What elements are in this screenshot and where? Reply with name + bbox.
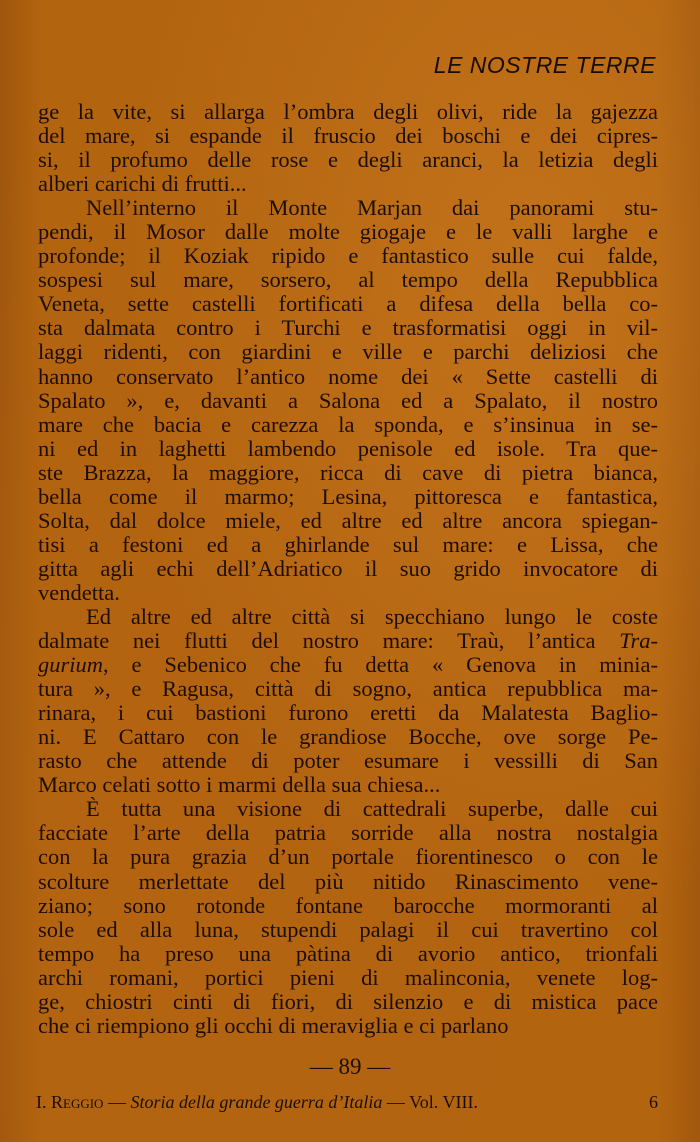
text-line: gurium, e Sebenico che fu detta « Genova in minia- — [38, 653, 658, 678]
text-line: tempo ha preso una pàtina di avorio antico, trionfali — [38, 941, 658, 966]
text-line: Ed altre ed altre città si specchiano lungo le coste — [86, 604, 658, 629]
text-line: si, il profumo delle rose e degli aranci, la letizia degli — [38, 148, 658, 173]
text-line: Solta, dal dolce miele, ed altre ed altre ancora spiegan- — [38, 508, 658, 533]
text-line: tisi a festoni ed a ghirlande sul mare: e Lissa, che — [38, 532, 658, 557]
text-line: ni. E Cattaro con le grandiose Bocche, ove sorge Pe- — [38, 725, 658, 750]
text-line: Marco celati sotto i marmi della sua chiesa... — [38, 773, 441, 798]
text-line: Veneta, sette castelli fortificati a difesa della bella co- — [38, 292, 658, 317]
page-number: — 89 — — [309, 1054, 391, 1079]
text-line: facciate l’arte della patria sorride alla nostra nostalgia — [38, 821, 658, 846]
text-line: del mare, si espande il fruscio dei boschi e dei cipres- — [38, 124, 658, 149]
text-line: rinara, i cui bastioni furono eretti da Malatesta Baglio- — [38, 701, 658, 726]
text-line: tura », e Ragusa, città di sogno, antica repubblica ma- — [38, 677, 658, 702]
footer-volume: Vol. VIII. — [409, 1092, 478, 1112]
running-header: LE NOSTRE TERRE — [433, 52, 656, 78]
footer-book-title: Storia della grande guerra d’Italia — [130, 1092, 383, 1112]
text-line: archi romani, portici pieni di malinconia, venete log- — [38, 965, 658, 990]
text-line: ge la vite, si allarga l’ombra degli olivi, ride la gajezza — [38, 100, 658, 124]
footer-author: I. Reggio — [36, 1092, 104, 1112]
text-line: È tutta una visione di cattedrali superbe, dalle cui — [86, 797, 658, 822]
footer-dash: — — [386, 1092, 405, 1112]
text-line: bella come il marmo; Lesina, pittoresca e fantastica, — [38, 484, 658, 509]
footer-signature: 6 — [649, 1092, 658, 1112]
text-line: mare che bacia e carezza la sponda, e s’insinua in se- — [38, 412, 658, 437]
text-line: hanno conservato l’antico nome dei « Sette castelli di — [38, 364, 658, 389]
text-line: laggi ridenti, con giardini e ville e parchi deliziosi che — [38, 340, 658, 365]
text-line: dalmate nei flutti del nostro mare: Traù, l’antica Tra- — [38, 629, 658, 654]
text-line: ni ed in laghetti lambendo penisole ed isole. Tra que- — [38, 436, 658, 461]
text-line: ge, chiostri cinti di fiori, di silenzio e di mistica pace — [38, 989, 658, 1014]
text-line: con la pura grazia d’un portale fiorentinesco o con le — [38, 845, 658, 870]
text-line: ste Brazza, la maggiore, ricca di cave di pietra bianca, — [38, 460, 658, 485]
text-line: Nell’interno il Monte Marjan dai panorami stu- — [86, 196, 658, 221]
text-line: sta dalmata contro i Turchi e trasformatisi oggi in vil- — [38, 316, 658, 341]
text-line: sole ed alla luna, stupendi palagi il cui travertino col — [38, 917, 658, 942]
text-line: pendi, il Mosor dalle molte giogaje e le valli larghe e — [38, 220, 658, 245]
text-line: alberi carichi di frutti... — [38, 172, 247, 197]
text-line: rasto che attende di poter esumare i vessilli di San — [38, 749, 658, 774]
footer-line — [36, 1092, 658, 1113]
text-line: gitta agli echi dell’Adriatico il suo grido invocatore di — [38, 556, 658, 581]
text-line: ziano; sono rotonde fontane barocche mormoranti al — [38, 893, 658, 918]
text-line: che ci riempiono gli occhi di meraviglia e ci parlano — [38, 1013, 509, 1038]
text-line: vendetta. — [38, 580, 120, 605]
text-line: Spalato », e, davanti a Salona ed a Spalato, il nostro — [38, 388, 658, 413]
text-line: scolture merlettate del più nitido Rinascimento vene- — [38, 869, 658, 894]
text-line: profonde; il Koziak ripido e fantastico sulle cui falde, — [38, 244, 658, 269]
footer-dash: — — [107, 1092, 126, 1112]
footer-citation — [36, 1092, 478, 1113]
body-text — [38, 100, 658, 1038]
text-line: sospesi sul mare, sorsero, al tempo della Repubblica — [38, 268, 658, 293]
